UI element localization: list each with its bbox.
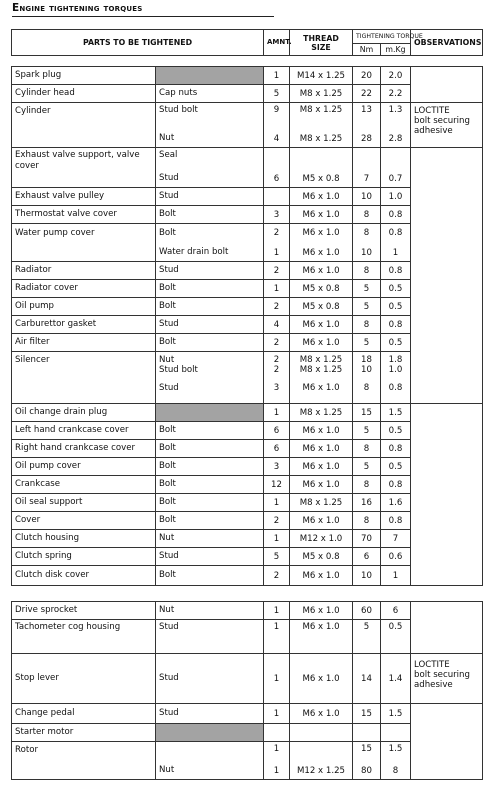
observation-cell	[411, 148, 483, 404]
part-name: Spark plug	[12, 67, 156, 85]
part-name: Cover	[12, 512, 156, 530]
thread-cell: M5 x 0.8	[290, 548, 353, 566]
mkg-cell: 1.4	[381, 654, 411, 704]
part-name: Clutch spring	[12, 548, 156, 566]
part-name: Change pedal	[12, 704, 156, 724]
mkg-line: 0.8	[388, 383, 403, 393]
nm-cell: 5	[353, 422, 381, 440]
mkg-cell: 0.5	[381, 620, 411, 654]
fastener-line: Stud	[159, 383, 179, 393]
part-fastener: Bolt	[156, 422, 264, 440]
amount-line: 1	[273, 744, 280, 754]
amount-line: 3	[273, 383, 280, 393]
nm-cell: 60	[353, 602, 381, 620]
part-fastener	[156, 724, 264, 742]
table-row	[12, 103, 483, 148]
nm-line: 13	[361, 105, 372, 115]
table-row	[12, 704, 483, 724]
amount-cell: 2	[264, 298, 290, 316]
observation-cell	[411, 602, 483, 654]
part-fastener: Stud	[156, 548, 264, 566]
mkg-cell: 1.5	[381, 404, 411, 422]
mkg-cell	[381, 742, 411, 780]
amount-cell: 6	[264, 148, 290, 188]
part-fastener	[156, 148, 264, 188]
amount-cell: 2	[264, 512, 290, 530]
amount-cell	[264, 724, 290, 742]
thread-cell	[290, 352, 353, 404]
mkg-cell: 1.0	[381, 188, 411, 206]
part-fastener: Cap nuts	[156, 85, 264, 103]
thread-cell	[290, 724, 353, 742]
mkg-line: 1	[392, 248, 399, 258]
nm-line: 10	[361, 365, 372, 375]
nm-line: 10	[361, 248, 372, 258]
nm-cell: 8	[353, 206, 381, 224]
part-name: Exhaust valve pulley	[12, 188, 156, 206]
mkg-cell: 0.8	[381, 512, 411, 530]
fastener-line: Nut	[159, 133, 175, 143]
header-thread-size: THREAD SIZE	[290, 30, 353, 56]
part-name: Right hand crankcase cover	[12, 440, 156, 458]
part-name: Starter motor	[12, 724, 156, 742]
thread-cell: M8 x 1.25	[290, 85, 353, 103]
amount-cell: 1	[264, 704, 290, 724]
thread-cell: M6 x 1.0	[290, 620, 353, 654]
amount-line: 4	[273, 134, 280, 144]
part-name: Cylinder head	[12, 85, 156, 103]
thread-cell: M6 x 1.0	[290, 458, 353, 476]
part-name: Rotor	[12, 742, 156, 780]
nm-cell: 5	[353, 298, 381, 316]
part-fastener: Bolt	[156, 206, 264, 224]
observation-cell	[411, 67, 483, 103]
amount-cell: 3	[264, 206, 290, 224]
thread-cell: M5 x 0.8	[290, 298, 353, 316]
observation-cell	[411, 704, 483, 780]
amount-cell	[264, 742, 290, 780]
part-name: Air filter	[12, 334, 156, 352]
nm-cell	[353, 742, 381, 780]
part-name: Clutch disk cover	[12, 566, 156, 586]
part-fastener	[156, 352, 264, 404]
part-name: Oil seal support	[12, 494, 156, 512]
part-fastener: Bolt	[156, 458, 264, 476]
mkg-line: 1.0	[388, 365, 403, 375]
page-title	[12, 2, 143, 14]
mkg-cell	[381, 352, 411, 404]
mkg-cell: 0.5	[381, 280, 411, 298]
part-name: Stop lever	[12, 654, 156, 704]
table-row	[12, 404, 483, 422]
part-name: Radiator cover	[12, 280, 156, 298]
part-fastener: Bolt	[156, 494, 264, 512]
nm-cell: 10	[353, 566, 381, 586]
part-name: Tachometer cog housing	[12, 620, 156, 654]
thread-line: M12 x 1.25	[296, 766, 346, 776]
fastener-line: Stud bolt	[159, 105, 198, 115]
nm-cell: 5	[353, 334, 381, 352]
part-fastener: Stud	[156, 188, 264, 206]
amount-cell: 12	[264, 476, 290, 494]
nm-cell: 8	[353, 316, 381, 334]
nm-cell	[353, 724, 381, 742]
amount-cell: 2	[264, 566, 290, 586]
fastener-line: Bolt	[159, 228, 176, 238]
mkg-cell: 0.5	[381, 458, 411, 476]
amount-cell: 1	[264, 530, 290, 548]
part-name: Water pump cover	[12, 224, 156, 262]
amount-line: 1	[273, 766, 280, 776]
mkg-cell: 0.5	[381, 334, 411, 352]
observation-line: bolt securing	[414, 670, 470, 680]
nm-cell: 7	[353, 148, 381, 188]
fastener-line: Stud	[159, 173, 179, 183]
nm-cell	[353, 352, 381, 404]
amount-cell: 1	[264, 654, 290, 704]
amount-cell: 1	[264, 67, 290, 85]
part-name: Carburettor gasket	[12, 316, 156, 334]
nm-cell: 6	[353, 548, 381, 566]
mkg-cell: 0.8	[381, 476, 411, 494]
thread-cell	[290, 103, 353, 148]
thread-cell: M6 x 1.0	[290, 704, 353, 724]
part-fastener	[156, 67, 264, 85]
mkg-line: 2.8	[388, 134, 403, 144]
thread-line: M6 x 1.0	[302, 383, 340, 393]
amount-line: 2	[273, 355, 280, 365]
part-fastener: Stud	[156, 704, 264, 724]
mkg-cell: 0.7	[381, 148, 411, 188]
amount-line: 2	[273, 365, 280, 375]
part-fastener: Nut	[156, 530, 264, 548]
amount-cell	[264, 352, 290, 404]
section-gap	[12, 586, 483, 602]
mkg-line: 1.3	[388, 105, 403, 115]
nm-cell	[353, 224, 381, 262]
nm-line: 8	[363, 228, 370, 238]
observation-line: adhesive	[414, 680, 453, 690]
mkg-cell: 0.6	[381, 548, 411, 566]
mkg-cell: 1.6	[381, 494, 411, 512]
mkg-cell: 7	[381, 530, 411, 548]
amount-cell: 1	[264, 404, 290, 422]
amount-cell	[264, 224, 290, 262]
part-fastener: Stud	[156, 654, 264, 704]
nm-cell: 8	[353, 476, 381, 494]
mkg-cell: 0.8	[381, 206, 411, 224]
nm-cell: 22	[353, 85, 381, 103]
thread-cell: M8 x 1.25	[290, 404, 353, 422]
nm-cell: 20	[353, 67, 381, 85]
observation-line: LOCTITE	[414, 106, 450, 116]
amount-cell: 1	[264, 494, 290, 512]
mkg-cell: 6	[381, 602, 411, 620]
part-name: Cylinder	[12, 103, 156, 148]
header-parts: PARTS TO BE TIGHTENED	[12, 30, 264, 56]
amount-cell	[264, 103, 290, 148]
nm-line: 15	[361, 744, 372, 754]
thread-cell: M14 x 1.25	[290, 67, 353, 85]
nm-cell	[353, 103, 381, 148]
part-fastener: Bolt	[156, 476, 264, 494]
part-fastener: Bolt	[156, 298, 264, 316]
amount-cell: 1	[264, 620, 290, 654]
part-fastener	[156, 103, 264, 148]
observation-cell	[411, 404, 483, 586]
header-table	[11, 29, 483, 56]
table-row	[12, 654, 483, 704]
part-name: Radiator	[12, 262, 156, 280]
mkg-cell: 1	[381, 566, 411, 586]
part-name: Silencer	[12, 352, 156, 404]
nm-cell: 5	[353, 620, 381, 654]
thread-line: M6 x 1.0	[302, 248, 340, 258]
page-title-text: Engine tightening torques	[12, 2, 143, 14]
fastener-line: Seal	[159, 150, 178, 160]
table-row	[12, 67, 483, 85]
amount-line: 9	[273, 105, 280, 115]
amount-line: 2	[273, 228, 280, 238]
title-underline	[12, 16, 274, 17]
part-name: Thermostat valve cover	[12, 206, 156, 224]
part-fastener: Stud	[156, 316, 264, 334]
amount-cell: 2	[264, 334, 290, 352]
part-name: Oil pump cover	[12, 458, 156, 476]
thread-line: M8 x 1.25	[299, 105, 343, 115]
thread-cell: M6 x 1.0	[290, 566, 353, 586]
mkg-cell: 0.8	[381, 316, 411, 334]
thread-cell: M6 x 1.0	[290, 476, 353, 494]
mkg-line: 0.8	[388, 228, 403, 238]
mkg-cell	[381, 103, 411, 148]
thread-cell: M8 x 1.25	[290, 494, 353, 512]
thread-cell: M6 x 1.0	[290, 334, 353, 352]
fastener-line: Stud bolt	[159, 365, 198, 375]
thread-cell: M6 x 1.0	[290, 422, 353, 440]
thread-cell: M6 x 1.0	[290, 316, 353, 334]
amount-cell: 4	[264, 316, 290, 334]
part-fastener: Stud	[156, 620, 264, 654]
nm-cell: 5	[353, 280, 381, 298]
thread-cell: M12 x 1.0	[290, 530, 353, 548]
thread-cell: M6 x 1.0	[290, 440, 353, 458]
part-name: Clutch housing	[12, 530, 156, 548]
amount-cell: 1	[264, 280, 290, 298]
mkg-cell: 2.2	[381, 85, 411, 103]
nm-cell: 16	[353, 494, 381, 512]
fastener-line: Nut	[159, 355, 175, 365]
header-mkg: m.Kg	[381, 44, 411, 56]
thread-line: M8 x 1.25	[299, 365, 343, 375]
amount-cell	[264, 188, 290, 206]
header-tightening-torque: TIGHTENING TORQUE	[353, 30, 411, 44]
observation-line: LOCTITE	[414, 660, 450, 670]
amount-cell: 1	[264, 602, 290, 620]
part-name: Crankcase	[12, 476, 156, 494]
mkg-cell: 0.8	[381, 440, 411, 458]
part-name: Oil change drain plug	[12, 404, 156, 422]
amount-line: 1	[273, 248, 280, 258]
part-name: Left hand crankcase cover	[12, 422, 156, 440]
header-nm: Nm	[353, 44, 381, 56]
amount-cell: 2	[264, 262, 290, 280]
thread-cell: M6 x 1.0	[290, 654, 353, 704]
thread-line: M6 x 1.0	[302, 228, 340, 238]
part-fastener: Bolt	[156, 334, 264, 352]
nm-cell: 15	[353, 704, 381, 724]
fastener-line: Nut	[159, 765, 175, 775]
mkg-cell: 1.5	[381, 704, 411, 724]
nm-cell: 8	[353, 512, 381, 530]
nm-line: 28	[361, 134, 372, 144]
part-fastener: Bolt	[156, 440, 264, 458]
part-fastener	[156, 224, 264, 262]
part-fastener: Bolt	[156, 566, 264, 586]
nm-line: 18	[361, 355, 372, 365]
part-fastener	[156, 742, 264, 780]
nm-cell: 5	[353, 458, 381, 476]
thread-cell	[290, 224, 353, 262]
thread-cell	[290, 742, 353, 780]
amount-cell: 3	[264, 458, 290, 476]
part-fastener: Bolt	[156, 512, 264, 530]
thread-cell: M6 x 1.0	[290, 512, 353, 530]
amount-cell: 5	[264, 548, 290, 566]
torque-table	[11, 66, 483, 780]
observation-line: adhesive	[414, 126, 453, 136]
mkg-line: 1.5	[388, 744, 403, 754]
nm-cell: 14	[353, 654, 381, 704]
thread-cell: M6 x 1.0	[290, 206, 353, 224]
nm-cell: 10	[353, 188, 381, 206]
thread-cell: M5 x 0.8	[290, 148, 353, 188]
part-fastener: Bolt	[156, 280, 264, 298]
mkg-cell: 0.5	[381, 298, 411, 316]
nm-cell: 8	[353, 440, 381, 458]
part-fastener: Stud	[156, 262, 264, 280]
nm-cell: 70	[353, 530, 381, 548]
thread-cell: M6 x 1.0	[290, 188, 353, 206]
mkg-cell: 0.8	[381, 262, 411, 280]
thread-line: M8 x 1.25	[299, 134, 343, 144]
part-name: Drive sprocket	[12, 602, 156, 620]
part-fastener	[156, 404, 264, 422]
amount-cell: 6	[264, 440, 290, 458]
mkg-line: 8	[392, 766, 399, 776]
part-fastener: Nut	[156, 602, 264, 620]
mkg-cell	[381, 724, 411, 742]
nm-line: 8	[363, 383, 370, 393]
observation-line: bolt securing	[414, 116, 470, 126]
observation-cell	[411, 103, 483, 148]
thread-cell: M6 x 1.0	[290, 602, 353, 620]
part-name: Exhaust valve support, valve cover	[12, 148, 156, 188]
nm-line: 80	[361, 766, 372, 776]
observation-cell	[411, 654, 483, 704]
thread-cell: M6 x 1.0	[290, 262, 353, 280]
mkg-line: 1.8	[388, 355, 403, 365]
nm-cell: 15	[353, 404, 381, 422]
fastener-line: Water drain bolt	[159, 247, 229, 257]
table-row	[12, 148, 483, 188]
thread-line: M8 x 1.25	[299, 355, 343, 365]
thread-cell: M5 x 0.8	[290, 280, 353, 298]
mkg-cell: 0.5	[381, 422, 411, 440]
amount-cell: 5	[264, 85, 290, 103]
table-row	[12, 602, 483, 620]
part-name: Oil pump	[12, 298, 156, 316]
mkg-cell: 2.0	[381, 67, 411, 85]
header-amount: AMNT.	[264, 30, 290, 56]
mkg-cell	[381, 224, 411, 262]
amount-cell: 6	[264, 422, 290, 440]
nm-cell: 8	[353, 262, 381, 280]
header-observations: OBSERVATIONS	[411, 30, 483, 56]
